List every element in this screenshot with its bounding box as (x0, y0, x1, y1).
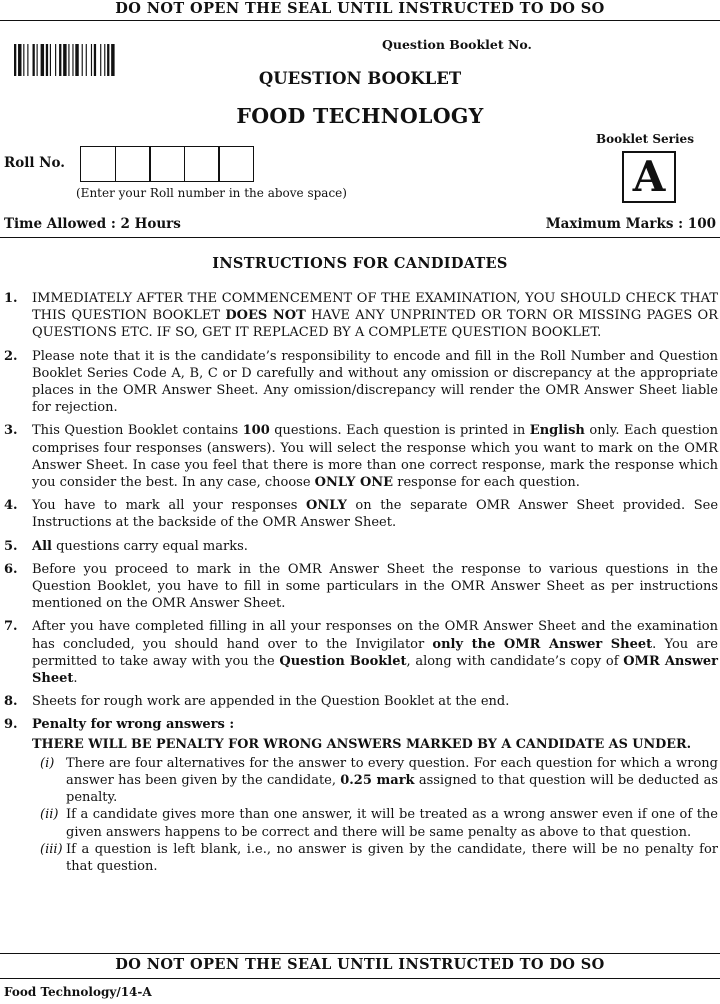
instruction-item (0, 348, 720, 417)
instruction-text: Sheets for rough work are appended in the Question Booklet at the end. (32, 694, 510, 710)
penalty-item-number: (ii) (40, 807, 59, 823)
instruction-number: 5. (4, 538, 18, 554)
instruction-text: You have to mark all your responses (32, 498, 307, 514)
penalty-list (0, 755, 720, 875)
instruction-text: This Question Booklet contains (32, 423, 243, 439)
time-allowed: Time Allowed : 2 Hours (4, 216, 181, 232)
booklet-title: QUESTION BOOKLET (258, 69, 462, 88)
instruction-number: 6. (4, 561, 18, 577)
instruction-item (0, 693, 720, 710)
instruction-text: If a candidate gives more than one answer, it will be treated as a wrong answer even if one of the given answers happens to be correct and there will be same penalty as above to that question. (66, 807, 718, 840)
instruction-text: assigned to that question will be deducted as penalty. (66, 773, 718, 806)
instruction-text: only. Each question comprises four responses (answers). You will select the response which you want to mark on the OMR Answer Sheet. In case you feel that there is more than one correct response, mark the response which you consider the best. In any case, choose (32, 423, 718, 491)
instruction-number: 9. (4, 717, 18, 733)
penalty-item (32, 841, 718, 875)
instruction-item (0, 716, 720, 733)
roll-digit-box[interactable] (184, 146, 220, 182)
penalty-item-number: (i) (40, 755, 55, 771)
roll-number-hint: (Enter your Roll number in the above space) (76, 186, 347, 200)
penalty-heading: THERE WILL BE PENALTY FOR WRONG ANSWERS MARKED BY A CANDIDATE AS UNDER. (32, 736, 692, 752)
instruction-text: There are four alternatives for the answer to every question. For each question for which a wrong answer has been given by the candidate, (66, 755, 718, 789)
emphasis-text: English (529, 423, 585, 439)
instruction-item (0, 497, 720, 531)
emphasis-text: DOES NOT (225, 308, 306, 324)
instruction-item (0, 618, 720, 687)
roll-number-boxes (80, 146, 253, 182)
emphasis-text: ONLY (306, 498, 347, 514)
roll-digit-box[interactable] (115, 146, 151, 182)
instructions-list (0, 290, 720, 881)
series-label: Booklet Series (596, 132, 694, 146)
roll-digit-box[interactable] (149, 146, 185, 182)
instruction-number: 7. (4, 619, 18, 635)
instruction-item (0, 538, 720, 555)
instruction-text: After you have completed filling in all your responses on the OMR Answer Sheet and the examination has concluded, you should hand over to the Invigilator (32, 619, 718, 652)
instruction-text: IMMEDIATELY AFTER THE COMMENCEMENT OF THE EXAMINATION, YOU SHOULD CHECK THAT THIS QUESTION BOOKLET (32, 291, 718, 324)
penalty-item-number: (iii) (40, 841, 63, 857)
instruction-number: 8. (4, 694, 18, 710)
instruction-text: , along with candidate’s copy of (406, 653, 624, 669)
emphasis-text: 0.25 mark (340, 773, 415, 789)
instruction-item (0, 561, 720, 613)
series-code-box: A (622, 151, 676, 203)
subject-title: FOOD TECHNOLOGY (236, 104, 484, 128)
instruction-item (0, 290, 720, 342)
instruction-item (0, 422, 720, 491)
top-seal-banner: DO NOT OPEN THE SEAL UNTIL INSTRUCTED TO DO SO (0, 0, 720, 21)
roll-digit-box[interactable] (218, 146, 254, 182)
instruction-text: questions. Each question is printed in (269, 423, 530, 439)
divider (0, 237, 720, 238)
booklet-number-label: Question Booklet No. (382, 37, 532, 52)
instructions-title: INSTRUCTIONS FOR CANDIDATES (212, 255, 508, 272)
instruction-text: on the separate OMR Answer Sheet provided. See Instructions at the backside of the OMR Answer Sheet. (32, 498, 719, 531)
instruction-text: Please note that it is the candidate’s responsibility to encode and fill in the Roll Number and Question Booklet Series Code A, B, C or D carefully and without any omission or discrepancy at the appropriate places in the OMR Answer Sheet. Any omission/discrepancy will render the OMR Answer Sheet liable for rejection. (32, 348, 718, 416)
bottom-seal-banner: DO NOT OPEN THE SEAL UNTIL INSTRUCTED TO DO SO (0, 953, 720, 979)
instruction-number: 2. (4, 348, 18, 364)
penalty-item (32, 755, 718, 807)
instruction-number: 1. (4, 291, 18, 306)
emphasis-text: Question Booklet (279, 653, 407, 669)
instruction-text: response for each question. (393, 475, 580, 491)
instruction-number: 3. (4, 423, 18, 439)
instruction-text: Before you proceed to mark in the OMR Answer Sheet the response to various questions in the Question Booklet, you have to fill in some particulars in the OMR Answer Sheet as per instructions mentioned on the OMR Answer Sheet. (32, 561, 718, 612)
emphasis-text: All (32, 538, 52, 554)
emphasis-text: Penalty for wrong answers : (32, 717, 235, 733)
maximum-marks: Maximum Marks : 100 (545, 216, 716, 232)
instruction-text: . You are permitted to take away with you the (32, 636, 718, 669)
instruction-text: If a question is left blank, i.e., no answer is given by the candidate, there will be no penalty for that question. (66, 841, 718, 875)
penalty-item (32, 806, 718, 840)
emphasis-text: ONLY ONE (314, 475, 394, 491)
page-footer: Food Technology/14-A (4, 985, 152, 999)
emphasis-text: OMR Answer Sheet (32, 653, 719, 687)
roll-digit-box[interactable] (80, 146, 116, 182)
roll-number-label: Roll No. (4, 155, 65, 171)
instruction-text: questions carry equal marks. (51, 538, 248, 554)
instruction-number: 4. (4, 498, 18, 514)
emphasis-text: 100 (242, 423, 270, 439)
instruction-text: . (73, 671, 78, 687)
emphasis-text: only the OMR Answer Sheet (432, 636, 653, 652)
instruction-text: HAVE ANY UNPRINTED OR TORN OR MISSING PAGES OR QUESTIONS ETC. IF SO, GET IT REPLACED BY A COMPLETE QUESTION BOOKLET. (32, 308, 718, 341)
